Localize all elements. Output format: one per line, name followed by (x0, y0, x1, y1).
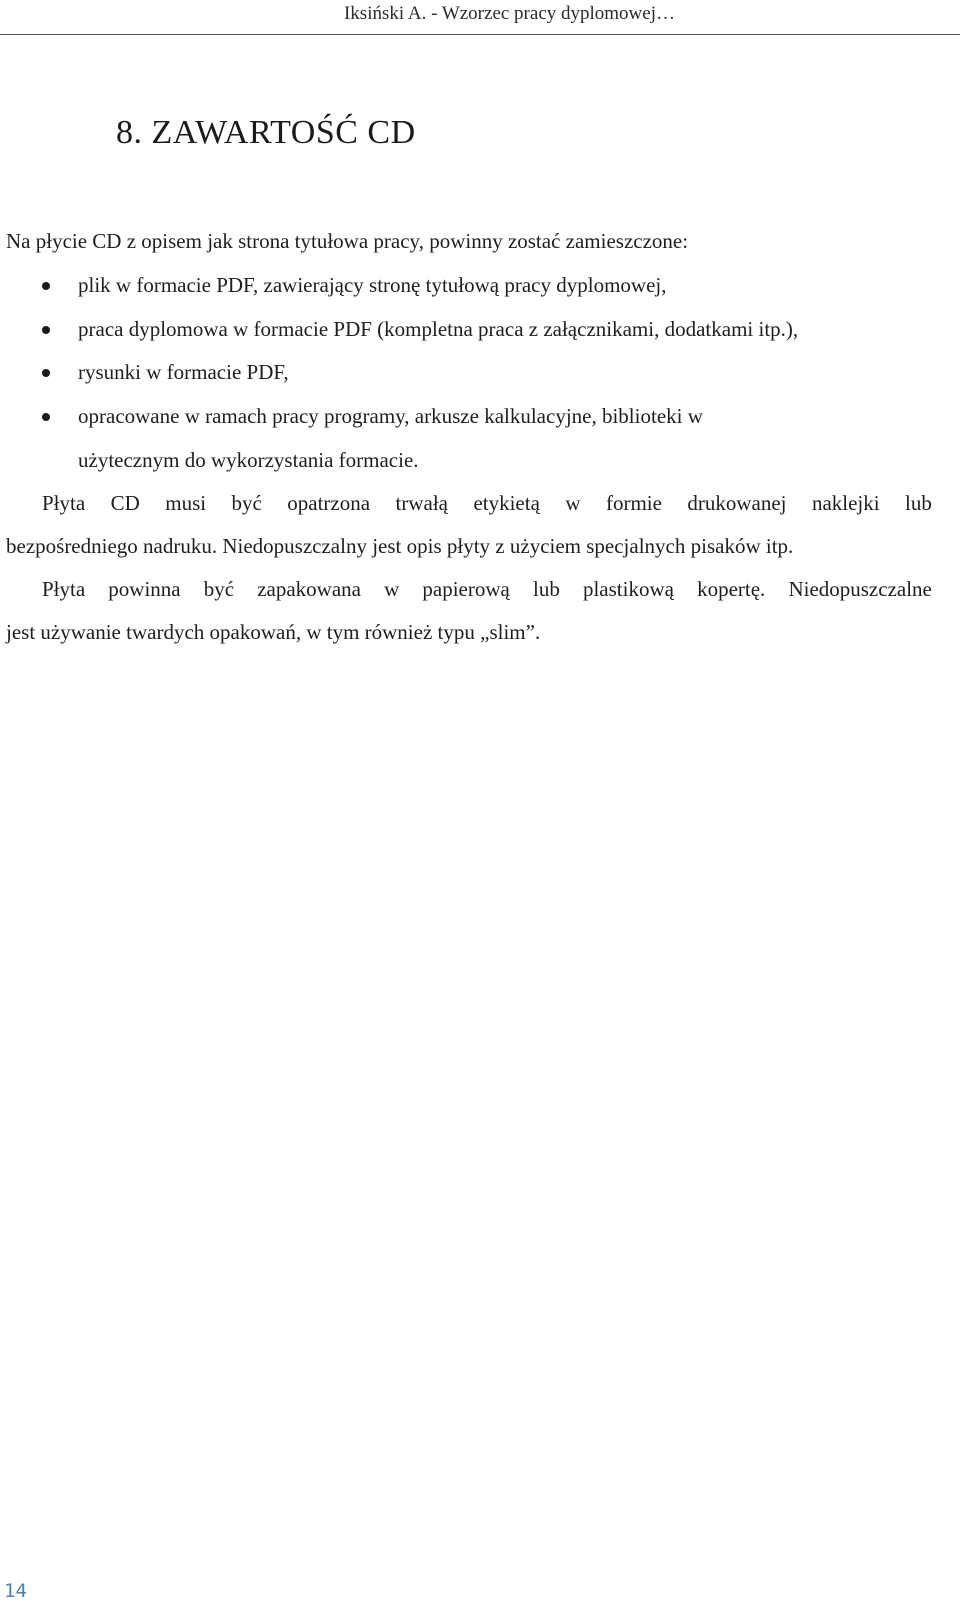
chapter-title: 8. ZAWARTOŚĆ CD (116, 114, 416, 151)
word: Płyta (42, 491, 86, 515)
list-item: rysunki w formacie PDF, (78, 360, 289, 384)
word: musi (165, 491, 207, 515)
bullet-marker (42, 413, 50, 421)
word: papierową (422, 577, 510, 601)
list-item: praca dyplomowa w formacie PDF (kompletna praca z załącznikami, dodatkami itp.), (78, 317, 799, 341)
word: lub (533, 577, 560, 601)
intro-text: Na płycie CD z opisem jak strona tytułowa pracy, powinny zostać zamieszczone: (6, 229, 689, 253)
word: Niedopuszczalne (788, 577, 932, 601)
word: lub (905, 491, 932, 515)
word: etykietą (473, 491, 540, 515)
word: plastikową (582, 577, 674, 601)
word: być (231, 491, 262, 515)
word: drukowanej (687, 491, 787, 515)
paragraph-2-line-2: jest używanie twardych opakowań, w tym również typu „slim”. (6, 620, 541, 644)
word: trwałą (395, 491, 448, 515)
running-header-title: Iksiński A. - Wzorzec pracy dyplomowej… (343, 3, 675, 24)
word: kopertę. (697, 577, 766, 601)
running-header (0, 0, 960, 35)
list-item: plik w formacie PDF, zawierający stronę tytułową pracy dyplomowej, (78, 273, 667, 297)
word: w (565, 491, 581, 515)
word: być (203, 577, 235, 601)
word: opatrzona (287, 491, 371, 515)
word: naklejki (811, 491, 880, 515)
word: w (384, 577, 400, 601)
word: CD (110, 491, 140, 515)
word: Płyta (42, 577, 86, 601)
bullet-marker (42, 282, 50, 290)
paragraph-2-line-1 (42, 576, 932, 602)
page-number: 14 (4, 1580, 27, 1602)
word: formie (605, 491, 662, 515)
paragraph-1-line-2: bezpośredniego nadruku. Niedopuszczalny jest opis płyty z użyciem specjalnych pisaków itp. (6, 534, 794, 558)
bullet-marker (42, 326, 50, 334)
word: powinna (108, 577, 181, 601)
word: zapakowana (257, 577, 361, 601)
bullet-marker (42, 369, 50, 377)
paragraph-1-line-1 (42, 490, 932, 516)
list-item: opracowane w ramach pracy programy, arkusze kalkulacyjne, biblioteki w (78, 404, 703, 428)
list-item-continuation: użytecznym do wykorzystania formacie. (78, 448, 419, 472)
